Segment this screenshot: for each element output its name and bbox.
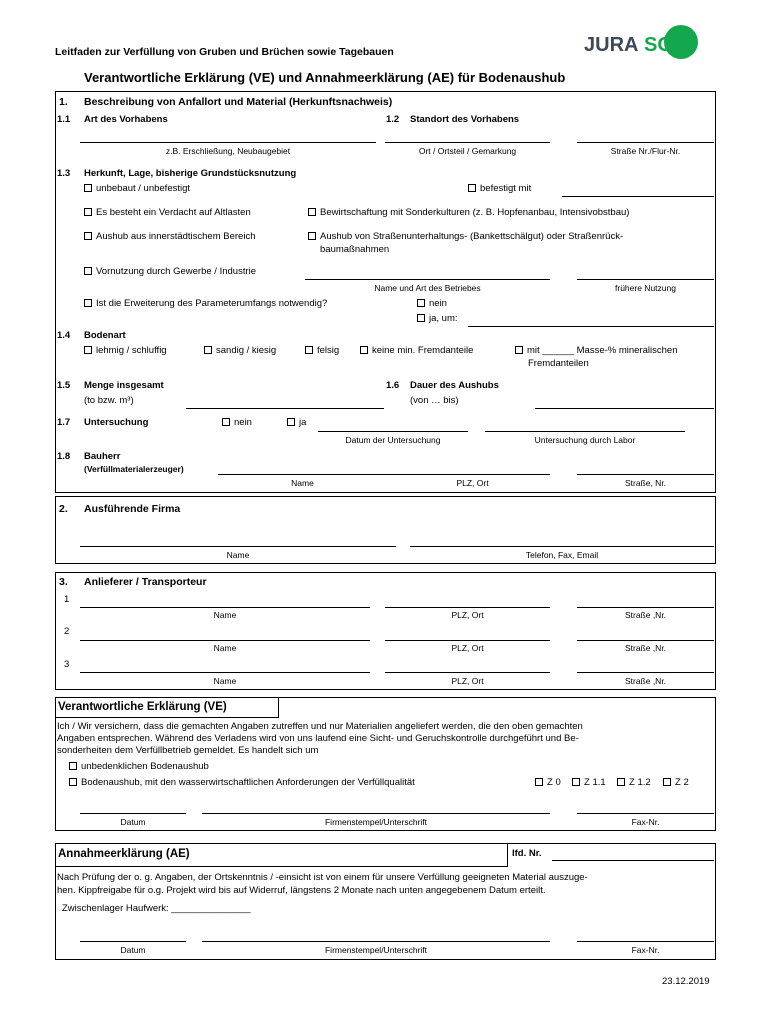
s3-row-1-num: 1 [64,594,70,605]
s3-row-1-str[interactable] [577,607,714,608]
ort-input[interactable] [385,142,550,143]
cb-unt-nein[interactable]: nein [222,417,252,428]
jurasoil-logo [580,24,720,62]
cb-sandig[interactable]: sandig / kiesig [204,345,276,356]
checkbox-icon[interactable] [417,299,425,307]
cb-parameter[interactable]: Ist die Erweiterung des Parameterumfangs notwendig? [84,298,327,309]
s1-2-num: 1.2 [386,114,400,125]
cb-unt-ja[interactable]: ja [287,417,306,428]
ve-title: Verantwortliche Erklärung (VE) [58,701,227,713]
ae-fax-input[interactable] [577,941,714,942]
cap-ve-fax: Fax-Nr. [631,817,660,827]
footer-date: 23.12.2019 [662,976,710,987]
cap-bauherr-strasse: Straße, Nr. [624,478,667,488]
s3-row-1-plz[interactable] [385,607,550,608]
checkbox-icon[interactable] [360,346,368,354]
checkbox-icon[interactable] [84,208,92,216]
s3-row-2-name[interactable] [80,640,370,641]
cb-felsig[interactable]: felsig [305,345,339,356]
ve-stempel-input[interactable] [202,813,550,814]
checkbox-icon[interactable] [617,778,625,786]
checkbox-icon[interactable] [572,778,580,786]
cb-z12[interactable]: Z 1.2 [617,777,651,788]
strasse-input[interactable] [577,142,714,143]
cap-s3-str: Straße ,Nr. [624,676,667,686]
s1-4-num: 1.4 [57,330,71,341]
cb-unbedenklich[interactable]: unbedenklichen Bodenaushub [69,761,209,772]
ae-text-1: Nach Prüfung der o. g. Angaben, der Ortskenntnis / -einsicht ist von einem für unsere Verfüllung geeigneten Material auszuge- [57,872,588,883]
checkbox-icon[interactable] [204,346,212,354]
s3-row-3-num: 3 [64,659,70,670]
s1-7-num: 1.7 [57,417,71,428]
s1-num: 1. [59,96,68,108]
main-title: Verantwortliche Erklärung (VE) und Annahmeerklärung (AE) für Bodenaushub [84,70,566,85]
s3-num: 3. [59,576,68,588]
ve-text-3: sonderheiten dem Verfüllbetrieb gemeldet. Es handelt sich um [57,745,319,756]
ja-um-input[interactable] [468,326,714,327]
cap-ae-stempel: Firmenstempel/Unterschrift [324,945,428,955]
cap-s3-name: Name [213,643,237,653]
cb-param-ja[interactable]: ja, um: [417,313,458,324]
cap-s3-name: Name [213,676,237,686]
ve-text-1: Ich / Wir versichern, dass die gemachten Angaben zutreffen und nur Materialien angeliefert werden, die den oben gemachten [57,721,583,732]
cap-ae-fax: Fax-Nr. [631,945,660,955]
checkbox-icon[interactable] [84,299,92,307]
s2-title: Ausführende Firma [84,503,181,515]
checkbox-icon[interactable] [84,232,92,240]
ae-stempel-input[interactable] [202,941,550,942]
cap-s3-str: Straße ,Nr. [624,643,667,653]
s1-5-unit: (to bzw. m³) [84,395,134,406]
cap-s3-plz: PLZ, Ort [451,676,484,686]
cb-innerst[interactable]: Aushub aus innerstädtischem Bereich [84,231,255,242]
cap-datum-unt: Datum der Untersuchung [345,435,441,445]
ae-title: Annahmeerklärung (AE) [58,848,190,860]
cap-bauherr-name: Name [291,478,314,488]
checkbox-icon[interactable] [308,232,316,240]
cb-strassen-line2: baumaßnahmen [320,244,390,255]
s1-6-label: Dauer des Aushubs [410,380,499,391]
checkbox-icon[interactable] [69,762,77,770]
checkbox-icon[interactable] [222,418,230,426]
cap-ve-datum: Datum [120,817,146,827]
checkbox-icon[interactable] [305,346,313,354]
ve-fax-input[interactable] [577,813,714,814]
cb-befestigt[interactable]: befestigt mit [468,183,531,194]
s1-8-num: 1.8 [57,451,71,462]
logo-text-light: SOIL [644,34,691,56]
cap-frueher: frühere Nutzung [615,283,676,293]
s1-7-label: Untersuchung [84,417,149,428]
s1-5-label: Menge insgesamt [84,380,164,391]
cap-s3-name: Name [213,610,237,620]
s3-row-3-name[interactable] [80,672,370,673]
s1-8-sub: (Verfüllmaterialerzeuger) [84,464,184,474]
cap-s3-plz: PLZ, Ort [451,643,484,653]
checkbox-icon[interactable] [535,778,543,786]
checkbox-icon[interactable] [663,778,671,786]
betrieb-input[interactable] [305,279,550,280]
s3-row-1-name[interactable] [80,607,370,608]
s3-row-2-str[interactable] [577,640,714,641]
firma-name-input[interactable] [80,546,396,547]
checkbox-icon[interactable] [69,778,77,786]
cb-altlasten[interactable]: Es besteht ein Verdacht auf Altlasten [84,207,251,218]
dauer-input[interactable] [535,408,714,409]
cap-s3-plz: PLZ, Ort [451,610,484,620]
cap-bauherr-plz: PLZ, Ort [456,478,489,488]
s1-6-range: (von … bis) [410,395,459,406]
checkbox-icon[interactable] [515,346,523,354]
cb-strassen[interactable]: Aushub von Straßenunterhaltungs- (Bankettschälgut) oder Straßenrück- [308,231,623,242]
menge-input[interactable] [186,408,384,409]
s2-num: 2. [59,503,68,515]
cb-gewerbe[interactable]: Vornutzung durch Gewerbe / Industrie [84,266,256,277]
s1-4-label: Bodenart [84,330,126,341]
labor-input[interactable] [485,431,685,432]
cap-strasse: Straße Nr./Flur-Nr. [610,146,681,156]
cb-bodenaushub[interactable]: Bodenaushub, mit den wasserwirtschaftlichen Anforderungen der Verfüllqualität [69,777,415,788]
s3-row-2-plz[interactable] [385,640,550,641]
cap-ort: Ort / Ortsteil / Gemarkung [418,146,517,156]
ae-zwischenlager[interactable]: Zwischenlager Haufwerk: _______________ [62,903,251,914]
cap-labor: Untersuchung durch Labor [534,435,636,445]
s1-1-label: Art des Vorhabens [84,114,168,125]
cb-lehmig[interactable]: lehmig / schluffig [84,345,167,356]
cap-ve-stempel: Firmenstempel/Unterschrift [324,817,428,827]
s1-2-label: Standort des Vorhabens [410,114,520,125]
cb-keine[interactable]: keine min. Fremdanteile [360,345,473,356]
guide-title: Leitfaden zur Verfüllung von Gruben und Brüchen sowie Tagebauen [55,46,394,58]
checkbox-icon[interactable] [287,418,295,426]
bauherr-strasse-input[interactable] [577,474,714,475]
checkbox-icon[interactable] [308,208,316,216]
cb-z0[interactable]: Z 0 [535,777,561,788]
s1-1-num: 1.1 [57,114,71,125]
cap-art: z.B. Erschließung, Neubaugebiet [165,146,291,156]
s3-row-3-plz[interactable] [385,672,550,673]
s1-5-num: 1.5 [57,380,71,391]
cap-ae-datum: Datum [120,945,146,955]
ae-datum-input[interactable] [80,941,186,942]
firma-kontakt-input[interactable] [410,546,714,547]
cb-sonderkulturen[interactable]: Bewirtschaftung mit Sonderkulturen (z. B. Hopfenanbau, Intensivobstbau) [308,207,629,218]
s1-8-label: Bauherr [84,451,121,462]
mit-line2: Fremdanteilen [528,358,589,369]
checkbox-icon[interactable] [468,184,476,192]
ve-datum-input[interactable] [80,813,186,814]
art-input[interactable] [80,142,376,143]
logo-text-dark: JURA [584,34,639,56]
s1-3-label: Herkunft, Lage, bisherige Grundstücksnutzung [84,168,297,179]
ae-text-2: hen. Kippfreigabe für o.g. Projekt wird bis auf Widerruf, längstens 2 Monate nach unten angegebenem Datum erteilt. [57,885,546,896]
ae-lfd-input[interactable] [552,860,714,861]
cap-s3-str: Straße ,Nr. [624,610,667,620]
datum-unt-input[interactable] [318,431,468,432]
cap-firma-kontakt: Telefon, Fax, Email [525,550,599,560]
checkbox-icon[interactable] [417,314,425,322]
cb-z11[interactable]: Z 1.1 [572,777,606,788]
s1-3-num: 1.3 [57,168,71,179]
cb-unbebaut[interactable]: unbebaut / unbefestigt [84,183,190,194]
cap-firma-name: Name [226,550,250,560]
checkbox-icon[interactable] [84,267,92,275]
bauherr-input[interactable] [218,474,550,475]
s3-title: Anlieferer / Transporteur [84,576,207,588]
s1-title: Beschreibung von Anfallort und Material (Herkunftsnachweis) [84,96,393,108]
cb-mit[interactable]: mit ______ Masse-% mineralischen [515,345,677,356]
ve-text-2: Angaben entsprechen. Während des Verladens wird von uns laufend eine Sicht- und Geruchskontrolle durchgeführt und Be- [57,733,579,744]
checkbox-icon[interactable] [84,184,92,192]
befestigt-input[interactable] [562,196,714,197]
frueher-input[interactable] [577,279,714,280]
s3-row-2-num: 2 [64,626,70,637]
ae-lfd-label: lfd. Nr. [512,848,542,859]
checkbox-icon[interactable] [84,346,92,354]
s3-row-3-str[interactable] [577,672,714,673]
cap-betrieb: Name und Art des Betriebes [374,283,481,293]
s1-6-num: 1.6 [386,380,400,391]
cb-param-nein[interactable]: nein [417,298,447,309]
cb-z2[interactable]: Z 2 [663,777,689,788]
